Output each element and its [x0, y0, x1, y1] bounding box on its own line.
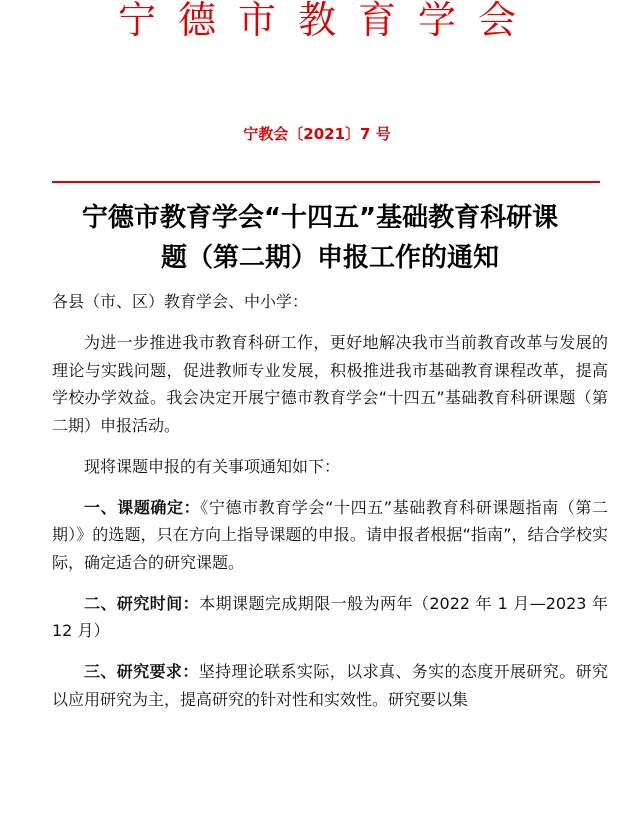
intro-paragraph: 为进一步推进我市教育科研工作，更好地解决我市当前教育改革与发展的理论与实践问题，促进教师专业发展，积极推进我市基础教育课程改革，提高学校办学效益。我会决定开展宁德市教育学会“十四五”基础教育科研课题（第二期）申报活动。 [52, 333, 608, 435]
org-masthead: 宁德市教育学会 [117, 0, 538, 42]
lead-paragraph: 现将课题申报的有关事项通知如下： [84, 456, 341, 476]
section-text: 坚持理论联系实际，以求真、务实的态度开展研究。研究以应用研究为主，提高研究的针对性和实效性。研究要以集 [52, 662, 608, 709]
notice-title [30, 198, 610, 278]
section-text: 本期课题完成期限一般为两年（2022 年 1 月—2023 年 12 月） [52, 593, 608, 640]
salutation: 各县（市、区）教育学会、中小学： [52, 292, 309, 311]
notice-title-line2: 题（第二期）申报工作的通知 [160, 243, 499, 273]
section-label: 一、课题确定： [84, 497, 201, 517]
notice-title-line1: 宁德市教育学会“十四五”基础教育科研课 [81, 203, 559, 233]
section-text: 《宁德市教育学会“十四五”基础教育科研课题指南（第二期）》的选题，只在方向上指导课题的申报。请申报者根据“指南”，结合学校实际，确定适合的研究课题。 [52, 497, 608, 572]
document-number: 宁教会〔2021〕7 号 [243, 125, 391, 143]
section-topic [52, 494, 608, 577]
section-label: 二、研究时间： [84, 593, 200, 613]
section-requirements [52, 658, 608, 713]
red-divider-line [52, 181, 600, 183]
section-period [52, 590, 608, 645]
section-label: 三、研究要求： [84, 662, 199, 681]
notice-body [52, 288, 608, 727]
